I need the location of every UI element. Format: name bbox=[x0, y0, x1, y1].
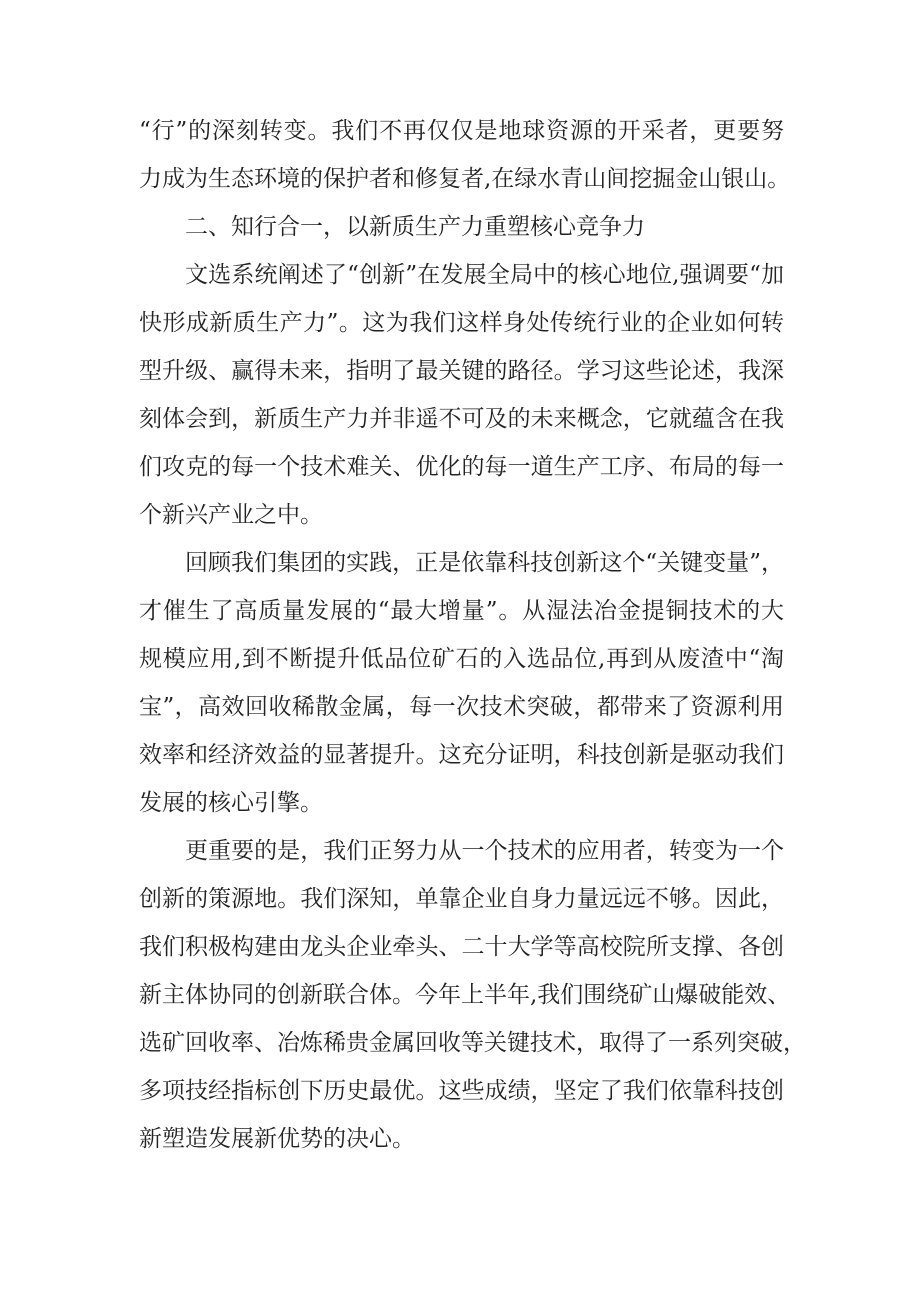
paragraph-line: 效率和经济效益的显著提升。这充分证明，科技创新是驱动我们 bbox=[139, 742, 784, 768]
paragraph-line: 们攻克的每一个技术难关、优化的每一道生产工序、布局的每一 bbox=[139, 454, 784, 480]
paragraph-line: 才催生了高质量发展的“最大增量”。从湿法冶金提铜技术的大 bbox=[139, 598, 784, 624]
paragraph-line: 快形成新质生产力”。这为我们这样身处传统行业的企业如何转 bbox=[139, 310, 784, 336]
paragraph-line: 我们积极构建由龙头企业牵头、二十大学等高校院所支撑、各创 bbox=[139, 934, 784, 960]
paragraph-line: 新塑造发展新优势的决心。 bbox=[139, 1126, 415, 1152]
paragraph-line: 回顾我们集团的实践，正是依靠科技创新这个“关键变量”， bbox=[185, 550, 784, 576]
paragraph-line: 型升级、赢得未来，指明了最关键的路径。学习这些论述，我深 bbox=[139, 358, 784, 384]
paragraph-line: 个新兴产业之中。 bbox=[139, 502, 323, 528]
paragraph-line: 宝”，高效回收稀散金属，每一次技术突破，都带来了资源利用 bbox=[139, 694, 784, 720]
paragraph-line: 更重要的是，我们正努力从一个技术的应用者，转变为一个 bbox=[185, 838, 784, 864]
paragraph-line: 刻体会到，新质生产力并非遥不可及的未来概念，它就蕴含在我 bbox=[139, 406, 784, 432]
paragraph-line: 发展的核心引擎。 bbox=[139, 790, 323, 816]
paragraph-line: 新主体协同的创新联合体。今年上半年,我们围绕矿山爆破能效、 bbox=[139, 982, 791, 1008]
paragraph-line: 多项技经指标创下历史最优。这些成绩，坚定了我们依靠科技创 bbox=[139, 1078, 784, 1104]
document-body bbox=[139, 107, 806, 1163]
paragraph-line: “行”的深刻转变。我们不再仅仅是地球资源的开采者，更要努 bbox=[139, 118, 784, 144]
paragraph-line: 规模应用,到不断提升低品位矿石的入选品位,再到从废渣中“淘 bbox=[139, 646, 784, 672]
section-heading: 二、知行合一，以新质生产力重塑核心竞争力 bbox=[185, 214, 645, 240]
paragraph-line: 创新的策源地。我们深知，单靠企业自身力量远远不够。因此， bbox=[139, 886, 784, 912]
paragraph-line: 文选系统阐述了“创新”在发展全局中的核心地位,强调要“加 bbox=[185, 262, 784, 288]
paragraph-line: 选矿回收率、冶炼稀贵金属回收等关键技术，取得了一系列突破， bbox=[139, 1030, 806, 1056]
paragraph-line: 力成为生态环境的保护者和修复者,在绿水青山间挖掘金山银山。 bbox=[139, 166, 791, 192]
